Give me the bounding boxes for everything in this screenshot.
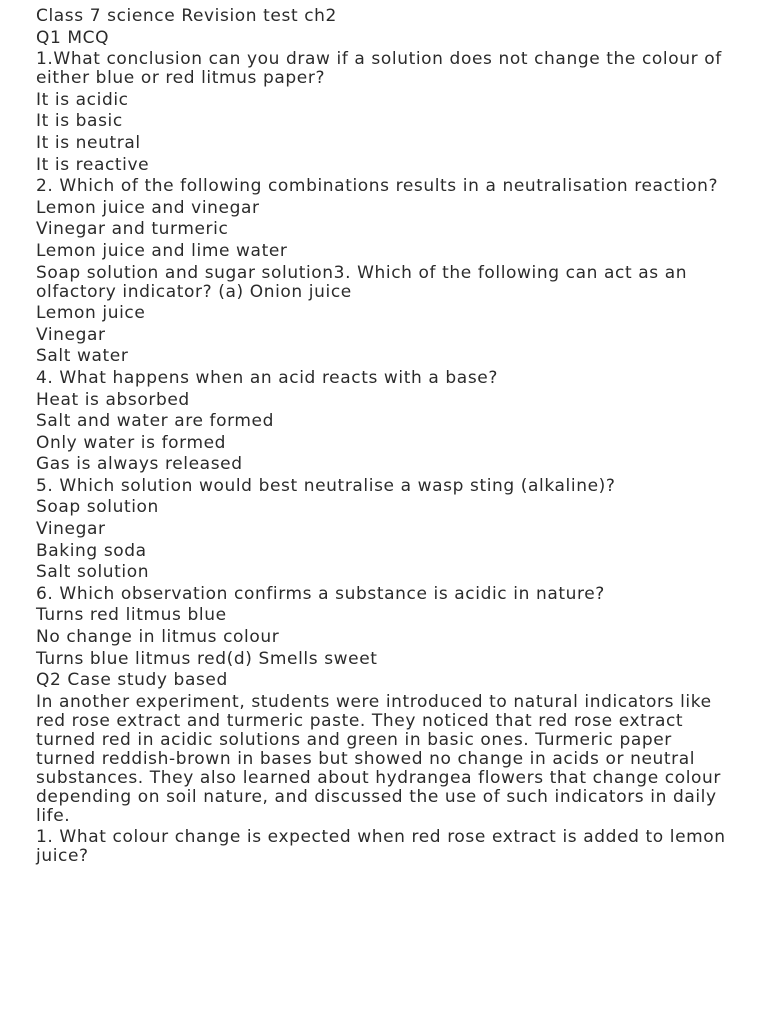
q3-option: Lemon juice bbox=[36, 303, 146, 324]
q3-option: Salt water bbox=[36, 346, 129, 367]
question-2: 2. Which of the following combinations results in a neutralisation reaction? bbox=[36, 176, 719, 197]
question-6: 6. Which observation confirms a substance is acidic in nature? bbox=[36, 583, 605, 604]
q5-option: Salt solution bbox=[36, 562, 150, 583]
q3-option: Vinegar bbox=[36, 324, 106, 345]
q4-option: Gas is always released bbox=[36, 454, 243, 475]
q1-option: It is basic bbox=[36, 111, 123, 132]
q6-option: No change in litmus colour bbox=[36, 627, 280, 648]
q5-option: Vinegar bbox=[36, 519, 106, 540]
question-4: 4. What happens when an acid reacts with a base? bbox=[36, 367, 498, 388]
question-1: 1.What conclusion can you draw if a solution does not change the colour of either blue or red litmus paper? bbox=[36, 49, 722, 89]
q1-option: It is acidic bbox=[36, 89, 129, 110]
document-body bbox=[36, 7, 736, 869]
q5-option: Soap solution bbox=[36, 497, 159, 518]
document-title: Class 7 science Revision test ch2 bbox=[36, 6, 337, 26]
q2-option: Lemon juice and vinegar bbox=[36, 197, 260, 218]
q6-option: Turns red litmus blue bbox=[36, 605, 227, 626]
q1-option: It is reactive bbox=[36, 154, 150, 175]
case-study-passage: In another experiment, students were introduced to natural indicators like red rose extract and turmeric paste. They noticed that red rose extract turned red in acidic solutions and green in basic ones. Turmeric paper turned reddish-brown in bases but showed no change in acids or neutral substances. They also learned about hydrangea flowers that change colour depending on soil nature, and discussed the use of such indicators in daily life. bbox=[36, 691, 721, 826]
q2-option: Vinegar and turmeric bbox=[36, 219, 229, 240]
q4-option: Only water is formed bbox=[36, 432, 227, 453]
question-5: 5. Which solution would best neutralise a wasp sting (alkaline)? bbox=[36, 475, 616, 496]
section-heading-mcq: Q1 MCQ bbox=[36, 27, 110, 48]
q6-option: Turns blue litmus red(d) Smells sweet bbox=[36, 648, 378, 669]
q2-option-and-question-3: Soap solution and sugar solution3. Which of the following can act as an olfactory indicator? (a) Onion juice bbox=[36, 262, 688, 302]
q2-option: Lemon juice and lime water bbox=[36, 240, 288, 261]
section-heading-case-study: Q2 Case study based bbox=[36, 670, 228, 691]
case-study-question-1: 1. What colour change is expected when red rose extract is added to lemon juice? bbox=[36, 827, 726, 867]
q1-option: It is neutral bbox=[36, 132, 141, 153]
q5-option: Baking soda bbox=[36, 540, 147, 561]
q4-option: Heat is absorbed bbox=[36, 389, 190, 410]
q4-option: Salt and water are formed bbox=[36, 411, 275, 432]
